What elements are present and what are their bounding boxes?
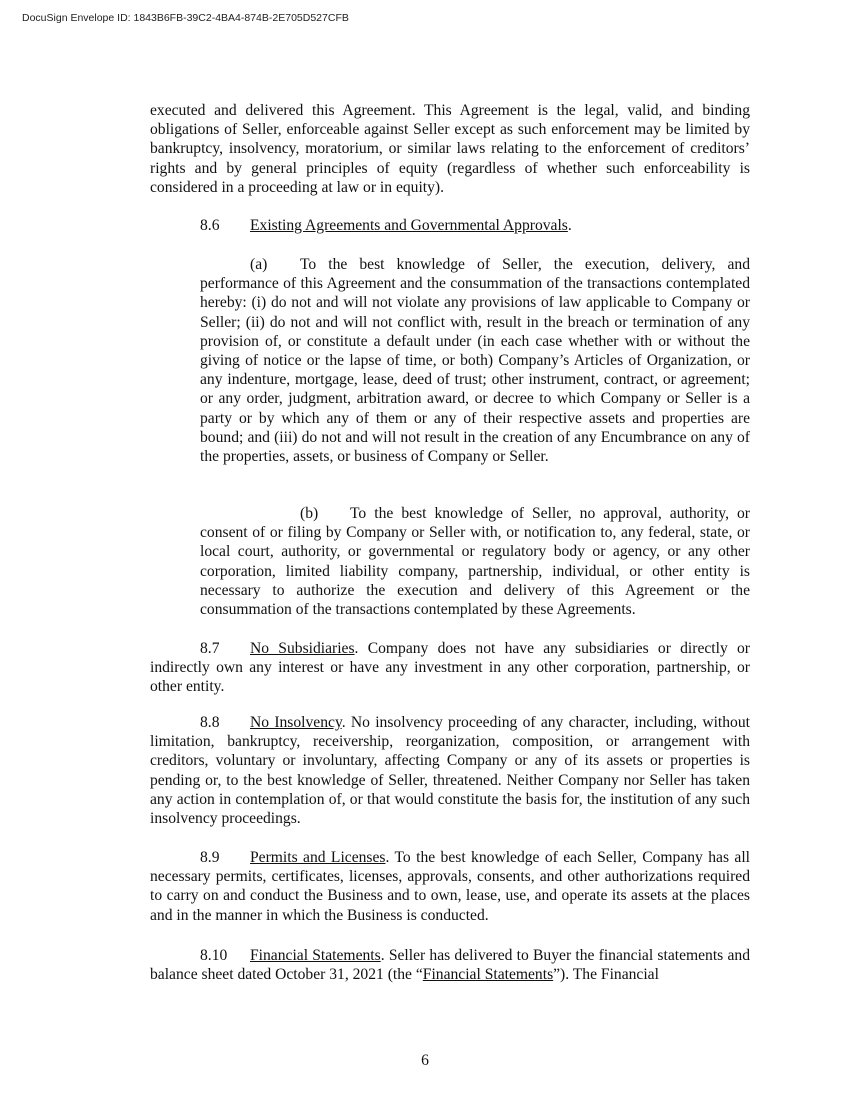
- clause-label: (b): [300, 505, 319, 522]
- section-8-10: [150, 946, 750, 984]
- continuation-paragraph: executed and delivered this Agreement. This Agreement is the legal, valid, and binding obligations of Seller, enforceable against Seller except as such enforcement may be limited by bankruptcy, insolvency, moratorium, or similar laws relating to the enforcement of creditors’ rights and by general principles of equity (regardless of whether such enforceability is considered in a proceeding at law or in equity).: [150, 102, 750, 196]
- section-text: ”). The Financial: [553, 966, 659, 984]
- section-8-9: [150, 848, 750, 925]
- section-title: Existing Agreements and Governmental Approvals: [250, 217, 568, 234]
- section-text: . Company does not have any subsidiaries or directly or indirectly own any interest or have any investment in any other corporation, partnership, or other entity.: [150, 640, 750, 696]
- section-number: 8.6: [200, 217, 220, 234]
- section-8-8: [150, 713, 750, 828]
- clause-label: (a): [250, 256, 268, 273]
- clause-text: To the best knowledge of Seller, no approval, authority, or consent of or filing by Company or Seller with, or notification to, any federal, state, or local court, authority, or governmental or regulatory body or agency, or any other corporation, limited liability company, partnership, individual, or other entity is necessary to authorize the execution and delivery of this Agreement or the consummation of the transactions contemplated by these Agreements.: [200, 505, 750, 619]
- section-number: 8.8: [200, 714, 220, 731]
- section-number: 8.9: [200, 849, 220, 866]
- section-8-7: [150, 639, 750, 697]
- section-number: 8.7: [200, 640, 220, 657]
- punct: .: [567, 217, 572, 234]
- section-8-6-heading: [150, 216, 750, 235]
- docusign-envelope-id: DocuSign Envelope ID: 1843B6FB-39C2-4BA4-874B-2E705D527CFB: [22, 12, 349, 24]
- section-text: . Seller has delivered to Buyer the financial statements and balance sheet dated October 31, 2021 (the “: [150, 947, 750, 984]
- section-number: 8.10: [200, 947, 228, 964]
- section-8-6-b: [200, 504, 750, 619]
- section-title: No Insolvency: [250, 714, 342, 731]
- section-title: Permits and Licenses: [250, 849, 386, 866]
- section-title: No Subsidiaries: [250, 640, 355, 657]
- section-title: Financial Statements: [250, 947, 381, 964]
- section-8-6-a: [200, 255, 750, 466]
- defined-term: Financial Statements: [422, 966, 554, 984]
- clause-text: To the best knowledge of Seller, the execution, delivery, and performance of this Agreement and the consummation of the transactions contemplated hereby: (i) do not and will not violate any provisions of law applicable to Company or Seller; (ii) do not and will not conflict with, result in the breach or termination of any provision of, or constitute a default under (in each case whether with or without the giving of notice or the lapse of time, or both) Company’s Articles of Organization, or any indenture, mortgage, lease, deed of trust; other instrument, contract, or agreement; or any order, judgment, arbitration award, or decree to which Company or Seller is a party or by which any of them or any of their respective assets and properties are bound; and (iii) do not and will not result in the creation of any Encumbrance on any of the properties, assets, or business of Company or Seller.: [200, 256, 750, 466]
- section-text: . No insolvency proceeding of any character, including, without limitation, bankruptcy, receivership, reorganization, composition, or arrangement with creditors, voluntary or involuntary, affecting Company or any of its assets or properties is pending or, to the best knowledge of Seller, threatened. Neither Company nor Seller has taken any action in contemplation of, or that would constitute the basis for, the institution of any such insolvency proceedings.: [150, 714, 750, 828]
- section-text: . To the best knowledge of each Seller, Company has all necessary permits, certificates, licenses, approvals, consents, and other authorizations required to carry on and conduct the Business and to own, lease, use, and operate its assets at the places and in the manner in which the Business is conducted.: [150, 849, 750, 924]
- page-number: 6: [421, 1052, 429, 1069]
